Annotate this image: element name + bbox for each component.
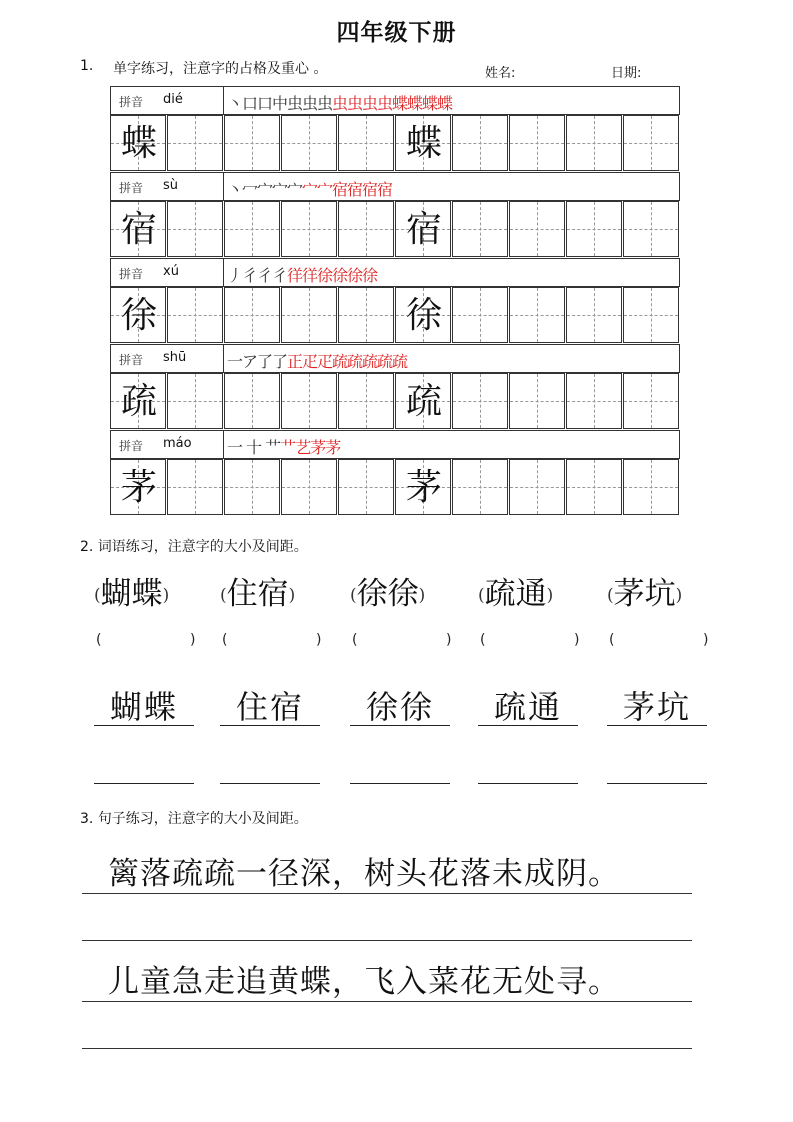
sentence-writing-line[interactable] <box>82 940 692 941</box>
pinyin-blank-close: ) <box>703 632 709 648</box>
writing-cell[interactable] <box>110 115 166 171</box>
writing-cell[interactable] <box>110 287 166 343</box>
cell-guide-horizontal <box>339 487 393 488</box>
word-text: 住宿 <box>226 576 289 612</box>
pinyin-row <box>110 86 680 115</box>
sentence-baseline <box>82 893 692 894</box>
writing-cell[interactable] <box>167 373 223 429</box>
word-with-parens <box>94 568 169 613</box>
writing-cell[interactable] <box>281 459 337 515</box>
stroke-order-steps: 丶冖宀宀宀 <box>227 180 303 199</box>
writing-cell[interactable] <box>623 201 679 257</box>
trace-character: 徐 <box>405 295 442 336</box>
pinyin-blank-open: ( <box>352 632 358 648</box>
writing-cell[interactable] <box>509 201 565 257</box>
pinyin-blank-close: ) <box>446 632 452 648</box>
pinyin-blank-open: ( <box>480 632 486 648</box>
writing-cell[interactable] <box>224 115 280 171</box>
pinyin-value: sù <box>163 178 179 193</box>
cell-guide-horizontal <box>624 229 678 230</box>
model-character: 徐 <box>120 295 157 336</box>
pinyin-label: 拼音 <box>119 353 144 367</box>
cell-guide-horizontal <box>624 143 678 144</box>
word-trace: 茅坑 <box>622 688 691 726</box>
section1-instruction: 单字练习，注意字的占格及重心 。 <box>113 61 328 77</box>
pinyin-divider <box>223 431 224 458</box>
pinyin-divider <box>223 173 224 200</box>
writing-cell[interactable] <box>281 373 337 429</box>
stroke-order-steps-highlight: 正疋疋疏疏疏疏疏 <box>287 352 408 371</box>
paren-close: ) <box>546 585 554 606</box>
writing-cell[interactable] <box>338 373 394 429</box>
pinyin-value: máo <box>163 436 192 451</box>
pinyin-label: 拼音 <box>119 439 144 453</box>
stroke-order <box>227 349 407 372</box>
trace-character: 疏 <box>405 381 442 422</box>
cell-guide-horizontal <box>225 315 279 316</box>
cell-guide-horizontal <box>453 487 507 488</box>
cell-guide-horizontal <box>624 401 678 402</box>
word-writing-line[interactable] <box>607 783 707 784</box>
pinyin-row <box>110 430 680 459</box>
pinyin-label: 拼音 <box>119 181 144 195</box>
pinyin-blank-close: ) <box>316 632 322 648</box>
cell-guide-horizontal <box>225 487 279 488</box>
paren-open: ( <box>607 585 614 606</box>
cell-guide-horizontal <box>339 143 393 144</box>
cell-guide-horizontal <box>168 229 222 230</box>
writing-cell[interactable] <box>509 459 565 515</box>
paren-open: ( <box>350 585 357 606</box>
stroke-order <box>227 263 377 286</box>
page-title: 四年级下册 <box>336 20 457 46</box>
trace-character: 宿 <box>405 209 442 250</box>
stroke-order-steps: 一ア了了 <box>227 352 288 371</box>
cell-guide-horizontal <box>510 487 564 488</box>
cell-guide-horizontal <box>225 401 279 402</box>
word-text: 徐徐 <box>356 576 419 612</box>
writing-cell[interactable] <box>452 287 508 343</box>
writing-cell[interactable] <box>395 459 451 515</box>
cell-guide-horizontal <box>168 143 222 144</box>
writing-cell[interactable] <box>281 115 337 171</box>
writing-cell[interactable] <box>509 115 565 171</box>
cell-guide-horizontal <box>168 315 222 316</box>
section3-heading: 3. 句子练习，注意字的大小及间距。 <box>80 811 308 827</box>
date-label: 日期: <box>611 66 642 81</box>
stroke-order-steps: 丶口口中虫虫虫 <box>227 94 333 113</box>
writing-cell[interactable] <box>395 287 451 343</box>
cell-guide-horizontal <box>567 143 621 144</box>
writing-cell[interactable] <box>167 287 223 343</box>
cell-guide-horizontal <box>453 401 507 402</box>
word-trace: 徐徐 <box>365 688 434 726</box>
cell-guide-horizontal <box>567 315 621 316</box>
cell-guide-horizontal <box>282 315 336 316</box>
word-trace: 蝴蝶 <box>109 688 178 726</box>
cell-guide-horizontal <box>453 229 507 230</box>
writing-cell[interactable] <box>224 459 280 515</box>
writing-cell[interactable] <box>509 373 565 429</box>
paren-open: ( <box>94 585 101 606</box>
writing-cell[interactable] <box>395 373 451 429</box>
cell-guide-horizontal <box>168 401 222 402</box>
cell-guide-horizontal <box>453 143 507 144</box>
writing-cell[interactable] <box>224 373 280 429</box>
writing-cell[interactable] <box>110 373 166 429</box>
word-underline[interactable] <box>478 725 578 726</box>
cell-guide-horizontal <box>567 487 621 488</box>
pinyin-value: xú <box>163 264 179 279</box>
paren-open: ( <box>478 585 485 606</box>
pinyin-row <box>110 172 680 201</box>
pinyin-blank-close: ) <box>574 632 580 648</box>
pinyin-row <box>110 258 680 287</box>
cell-guide-horizontal <box>567 401 621 402</box>
section2-heading: 2. 词语练习，注意字的大小及间距。 <box>80 539 308 555</box>
sentence-baseline <box>82 1001 692 1002</box>
writing-cell[interactable] <box>566 115 622 171</box>
cell-guide-horizontal <box>282 143 336 144</box>
writing-cell[interactable] <box>224 287 280 343</box>
word-writing-line[interactable] <box>350 783 450 784</box>
writing-cell[interactable] <box>110 201 166 257</box>
writing-cell[interactable] <box>167 115 223 171</box>
name-label: 姓名: <box>485 66 516 81</box>
cell-guide-horizontal <box>510 229 564 230</box>
writing-cell[interactable] <box>452 373 508 429</box>
paren-close: ) <box>418 585 426 606</box>
stroke-order-steps: 丿彳彳彳 <box>227 266 288 285</box>
writing-cell[interactable] <box>395 115 451 171</box>
stroke-order <box>227 435 340 458</box>
word-writing-line[interactable] <box>220 783 320 784</box>
writing-cell[interactable] <box>167 201 223 257</box>
paren-close: ) <box>675 585 683 606</box>
pinyin-row <box>110 344 680 373</box>
word-text: 茅坑 <box>613 576 676 612</box>
pinyin-label: 拼音 <box>119 267 144 281</box>
stroke-order-steps: 一 十 艹 <box>227 438 281 457</box>
cell-guide-horizontal <box>624 315 678 316</box>
cell-guide-horizontal <box>282 401 336 402</box>
pinyin-value: shū <box>163 350 187 365</box>
model-sentence: 儿童急走追黄蝶，飞入菜花无处寻。 <box>108 964 620 1000</box>
trace-character: 蝶 <box>405 123 442 164</box>
word-text: 疏通 <box>484 576 547 612</box>
cell-guide-horizontal <box>624 487 678 488</box>
writing-cell[interactable] <box>623 115 679 171</box>
stroke-order-steps-highlight: 徉徉徐徐徐徐 <box>287 266 378 285</box>
stroke-order-steps-highlight: 虫虫虫虫蝶蝶蝶蝶 <box>332 94 453 113</box>
word-writing-line[interactable] <box>94 783 194 784</box>
cell-guide-horizontal <box>567 229 621 230</box>
model-character: 茅 <box>120 467 157 508</box>
writing-cell[interactable] <box>452 201 508 257</box>
writing-cell[interactable] <box>338 459 394 515</box>
word-text: 蝴蝶 <box>100 576 163 612</box>
model-sentence: 篱落疏疏一径深，树头花落未成阴。 <box>108 856 620 892</box>
writing-cell[interactable] <box>395 201 451 257</box>
cell-guide-horizontal <box>225 229 279 230</box>
pinyin-divider <box>223 259 224 286</box>
word-underline[interactable] <box>607 725 707 726</box>
writing-cell[interactable] <box>566 287 622 343</box>
cell-guide-horizontal <box>510 143 564 144</box>
cell-guide-horizontal <box>510 315 564 316</box>
paren-open: ( <box>220 585 227 606</box>
writing-cell[interactable] <box>566 373 622 429</box>
pinyin-blank-open: ( <box>222 632 228 648</box>
writing-cell[interactable] <box>509 287 565 343</box>
cell-guide-horizontal <box>168 487 222 488</box>
word-trace: 疏通 <box>493 688 562 726</box>
writing-cell[interactable] <box>566 459 622 515</box>
word-underline[interactable] <box>94 725 194 726</box>
model-character: 蝶 <box>120 123 157 164</box>
writing-cell[interactable] <box>110 459 166 515</box>
cell-guide-horizontal <box>453 315 507 316</box>
model-character: 宿 <box>120 209 157 250</box>
cell-guide-horizontal <box>510 401 564 402</box>
pinyin-blank-open: ( <box>609 632 615 648</box>
cell-guide-horizontal <box>282 487 336 488</box>
writing-cell[interactable] <box>623 459 679 515</box>
pinyin-divider <box>223 87 224 114</box>
word-underline[interactable] <box>220 725 320 726</box>
sentence-writing-line[interactable] <box>82 1048 692 1049</box>
stroke-order-steps-highlight: 艹艺茅茅 <box>280 438 341 457</box>
writing-cell[interactable] <box>566 201 622 257</box>
pinyin-blank-close: ) <box>190 632 196 648</box>
writing-cell[interactable] <box>338 201 394 257</box>
cell-guide-horizontal <box>225 143 279 144</box>
pinyin-value: dié <box>163 92 183 107</box>
cell-guide-horizontal <box>339 229 393 230</box>
stroke-order <box>227 91 452 114</box>
writing-cell[interactable] <box>338 287 394 343</box>
pinyin-blank-open: ( <box>96 632 102 648</box>
word-trace: 住宿 <box>235 688 304 726</box>
word-with-parens <box>350 568 425 613</box>
pinyin-label: 拼音 <box>119 95 144 109</box>
writing-cell[interactable] <box>452 115 508 171</box>
word-writing-line[interactable] <box>478 783 578 784</box>
paren-close: ) <box>288 585 296 606</box>
writing-cell[interactable] <box>452 459 508 515</box>
word-underline[interactable] <box>350 725 450 726</box>
writing-cell[interactable] <box>167 459 223 515</box>
writing-cell[interactable] <box>281 287 337 343</box>
paren-close: ) <box>162 585 170 606</box>
pinyin-divider <box>223 345 224 372</box>
word-with-parens <box>220 568 295 613</box>
model-character: 疏 <box>120 381 157 422</box>
writing-cell[interactable] <box>338 115 394 171</box>
cell-guide-horizontal <box>282 229 336 230</box>
writing-cell[interactable] <box>623 287 679 343</box>
trace-character: 茅 <box>405 467 442 508</box>
word-with-parens <box>607 568 682 613</box>
cell-guide-horizontal <box>339 401 393 402</box>
stroke-order <box>227 177 392 200</box>
writing-cell[interactable] <box>281 201 337 257</box>
writing-cell[interactable] <box>224 201 280 257</box>
section1-number: 1. <box>80 58 94 74</box>
word-with-parens <box>478 568 553 613</box>
cell-guide-horizontal <box>339 315 393 316</box>
writing-cell[interactable] <box>623 373 679 429</box>
stroke-order-steps-highlight: 宀宀宿宿宿宿 <box>302 180 393 199</box>
